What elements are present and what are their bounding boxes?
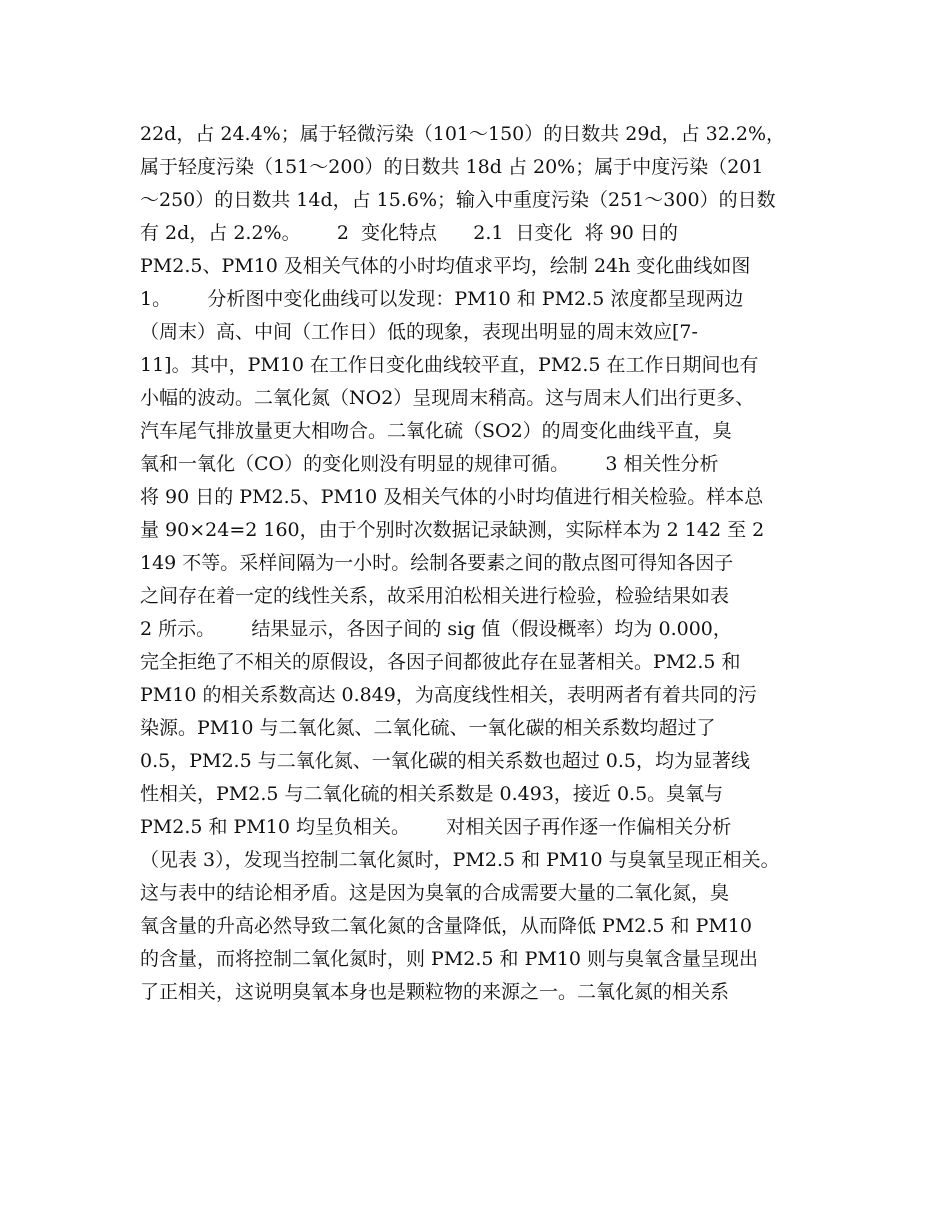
text-line: 汽车尾气排放量更大相吻合。二氧化硫（SO2）的周变化曲线平直，臭 [140, 420, 732, 442]
text-line: 149 不等。采样间隔为一小时。绘制各要素之间的散点图可得知各因子 [140, 552, 734, 574]
text-line: （见表 3），发现当控制二氧化氮时，PM2.5 和 PM10 与臭氧呈现正相关。 [140, 849, 780, 871]
text-line: 量 90×24=2 160，由于个别时次数据记录缺测，实际样本为 2 142 至 2 [140, 519, 765, 541]
text-line: 氧和一氧化（CO）的变化则没有明显的规律可循。 3 相关性分析 [140, 453, 719, 475]
text-line: 的含量，而将控制二氧化氮时，则 PM2.5 和 PM10 则与臭氧含量呈现出 [140, 948, 759, 970]
text-line: PM2.5、PM10 及相关气体的小时均值求平均，绘制 24h 变化曲线如图 [140, 255, 751, 277]
text-line: ～250）的日数共 14d，占 15.6%；输入中重度污染（251～300）的日数 [140, 189, 776, 211]
text-line: PM10 的相关系数高达 0.849，为高度线性相关，表明两者有着共同的污 [140, 684, 757, 706]
text-line: 小幅的波动。二氧化氮（NO2）呈现周末稍高。这与周末人们出行更多、 [140, 387, 755, 409]
text-line: 完全拒绝了不相关的原假设，各因子间都彼此存在显著相关。PM2.5 和 [140, 651, 741, 673]
text-line: 染源。PM10 与二氧化氮、二氧化硫、一氧化碳的相关系数均超过了 [140, 717, 716, 739]
text-line: 1。 分析图中变化曲线可以发现：PM10 和 PM2.5 浓度都呈现两边 [140, 288, 744, 310]
text-line: 0.5，PM2.5 与二氧化氮、一氧化碳的相关系数也超过 0.5，均为显著线 [140, 750, 750, 772]
text-line: 将 90 日的 PM2.5、PM10 及相关气体的小时均值进行相关检验。样本总 [140, 486, 764, 508]
text-line: 性相关，PM2.5 与二氧化硫的相关系数是 0.493，接近 0.5。臭氧与 [140, 783, 724, 805]
text-line: 22d，占 24.4%；属于轻微污染（101～150）的日数共 29d，占 32.2%， [140, 123, 786, 145]
body-text [140, 118, 830, 1009]
text-line: 这与表中的结论相矛盾。这是因为臭氧的合成需要大量的二氧化氮，臭 [140, 882, 730, 904]
text-line: 2 所示。 结果显示，各因子间的 sig 值（假设概率）均为 0.000， [140, 618, 732, 640]
text-line: 氧含量的升高必然导致二氧化氮的含量降低，从而降低 PM2.5 和 PM10 [140, 915, 752, 937]
text-line: 11]。其中，PM10 在工作日变化曲线较平直，PM2.5 在工作日期间也有 [140, 354, 759, 376]
text-line: PM2.5 和 PM10 均呈负相关。 对相关因子再作逐一作偏相关分析 [140, 816, 732, 838]
text-line: 有 2d，占 2.2%。 2 变化特点 2.1 日变化 将 90 日的 [140, 222, 678, 244]
text-line: 了正相关，这说明臭氧本身也是颗粒物的来源之一。二氧化氮的相关系 [140, 981, 730, 1003]
text-line: （周末）高、中间（工作日）低的现象，表现出明显的周末效应[7- [140, 321, 698, 343]
text-line: 之间存在着一定的线性关系，故采用泊松相关进行检验，检验结果如表 [140, 585, 730, 607]
text-line: 属于轻度污染（151～200）的日数共 18d 占 20%；属于中度污染（201 [140, 156, 764, 178]
